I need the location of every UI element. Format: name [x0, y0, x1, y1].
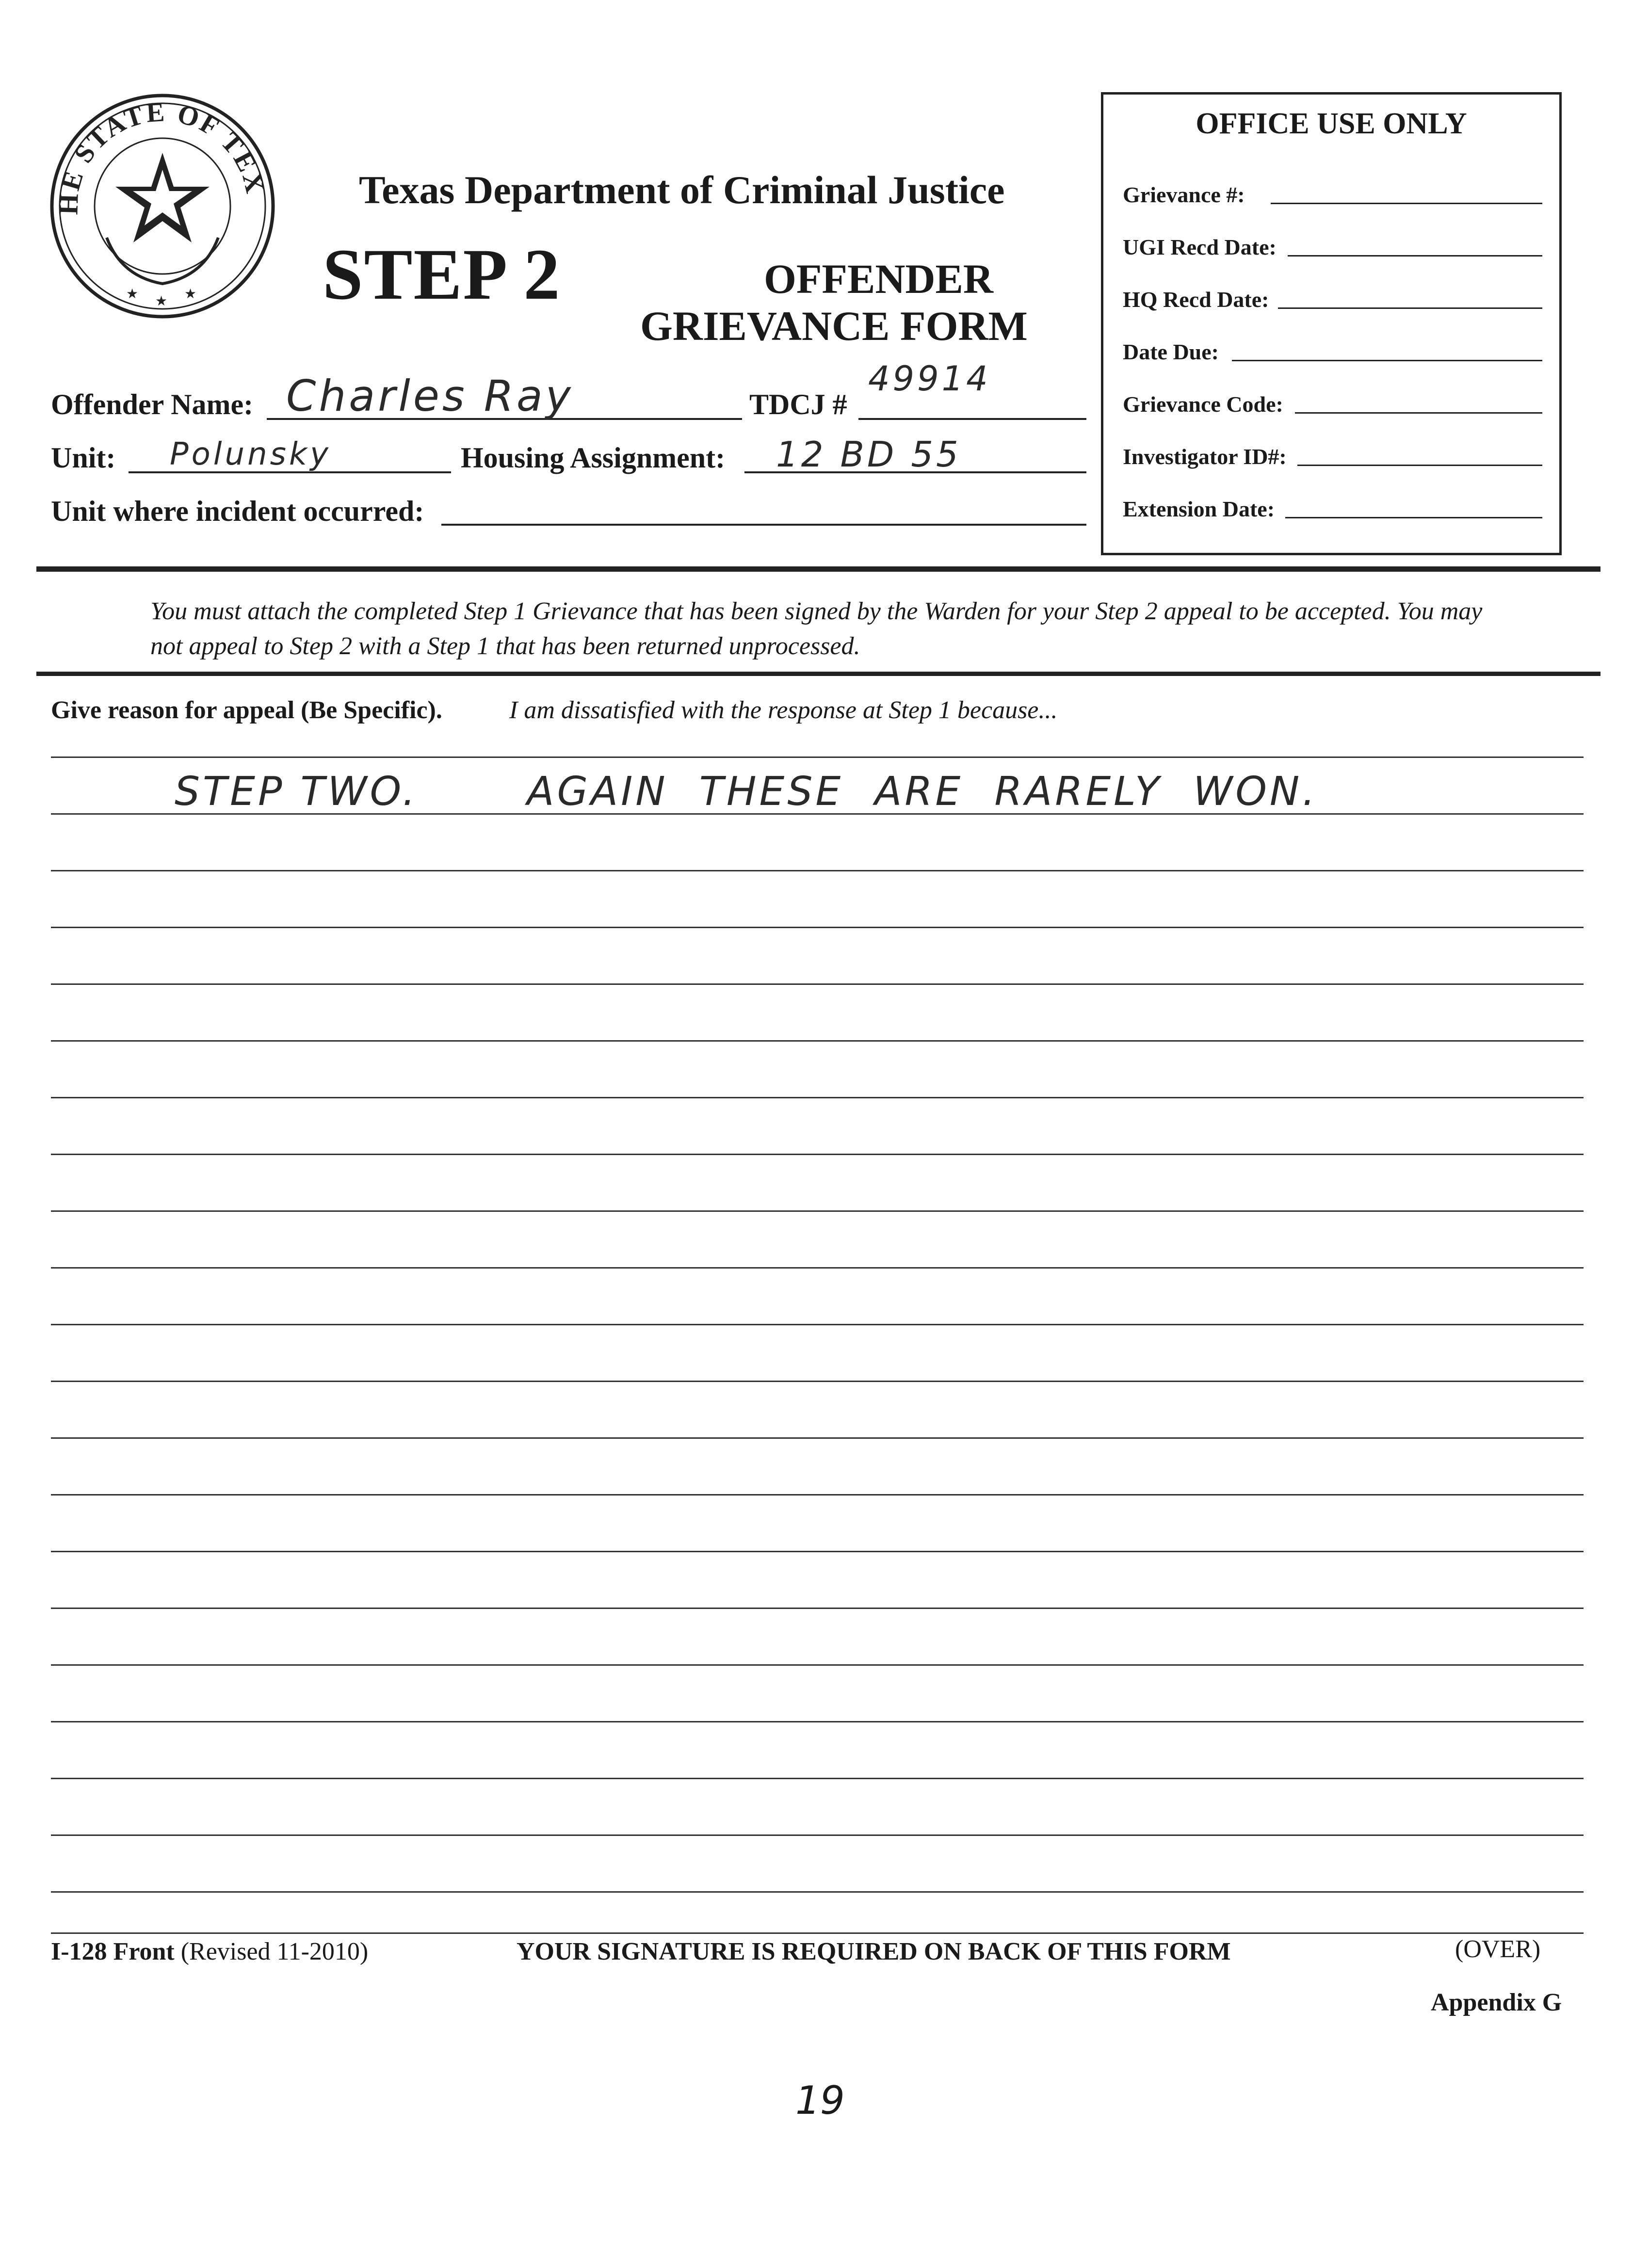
- office-ugi-recd-label: UGI Recd Date:: [1123, 235, 1277, 259]
- tdcj-label: TDCJ #: [749, 388, 847, 420]
- footer-rule: [51, 1932, 1584, 1934]
- office-grievance-code-label: Grievance Code:: [1123, 392, 1283, 417]
- tdcj-underline: [858, 418, 1086, 420]
- appeal-reason-prompt: I am dissatisfied with the response at Step 1 because...: [509, 696, 1058, 724]
- form-revised: (Revised 11-2010): [180, 1938, 369, 1965]
- offender-name-value[interactable]: Charles Ray: [286, 371, 574, 421]
- office-extension-date-line[interactable]: [1285, 517, 1542, 518]
- writing-line[interactable]: [51, 1267, 1584, 1269]
- writing-line[interactable]: [51, 756, 1584, 758]
- office-investigator-id-line[interactable]: [1297, 465, 1542, 466]
- signature-notice: YOUR SIGNATURE IS REQUIRED ON BACK OF THIS FORM: [517, 1938, 1231, 1965]
- svg-text:★: ★: [184, 287, 197, 302]
- writing-line[interactable]: [51, 1664, 1584, 1666]
- writing-line[interactable]: [51, 1040, 1584, 1042]
- incident-unit-underline: [441, 524, 1086, 526]
- seal-text: HE STATE OF TEX: [53, 97, 271, 215]
- incident-unit-label: Unit where incident occurred:: [51, 495, 424, 527]
- writing-line[interactable]: [51, 1778, 1584, 1779]
- svg-text:★: ★: [155, 294, 168, 309]
- office-use-box: [1101, 92, 1562, 555]
- form-title-line1: OFFENDER: [764, 256, 993, 302]
- office-hq-recd-line[interactable]: [1278, 307, 1542, 309]
- office-use-title: OFFICE USE ONLY: [1196, 107, 1467, 140]
- writing-line[interactable]: [51, 1608, 1584, 1609]
- writing-line[interactable]: [51, 1324, 1584, 1325]
- svg-text:★: ★: [126, 287, 139, 302]
- unit-value[interactable]: Polunsky: [170, 436, 331, 472]
- writing-line[interactable]: [51, 1721, 1584, 1722]
- appeal-handwritten-text[interactable]: STEP TWO. AGAIN THESE ARE RARELY WON.: [175, 769, 1318, 815]
- office-extension-date-label: Extension Date:: [1123, 497, 1275, 521]
- unit-label: Unit:: [51, 442, 116, 474]
- writing-line[interactable]: [51, 813, 1584, 815]
- writing-line[interactable]: [51, 1551, 1584, 1552]
- step-title: STEP 2: [323, 234, 561, 315]
- writing-line[interactable]: [51, 1381, 1584, 1382]
- office-grievance-code-line[interactable]: [1295, 412, 1542, 414]
- top-divider: [36, 566, 1600, 572]
- state-seal: [48, 92, 276, 320]
- writing-line[interactable]: [51, 927, 1584, 928]
- bottom-divider: [36, 672, 1600, 676]
- offender-name-label: Offender Name:: [51, 388, 254, 420]
- form-id-code: I-128 Front: [51, 1938, 175, 1965]
- appeal-reason-label: Give reason for appeal (Be Specific).: [51, 696, 442, 724]
- agency-title: Texas Department of Criminal Justice: [359, 168, 1005, 212]
- over-note: (OVER): [1455, 1935, 1541, 1963]
- office-grievance-number-line[interactable]: [1271, 203, 1542, 204]
- office-investigator-id-label: Investigator ID#:: [1123, 444, 1287, 469]
- writing-line[interactable]: [51, 1834, 1584, 1836]
- office-date-due-line[interactable]: [1232, 360, 1542, 361]
- office-hq-recd-label: HQ Recd Date:: [1123, 287, 1269, 312]
- office-grievance-number-label: Grievance #:: [1123, 182, 1245, 207]
- writing-line[interactable]: [51, 983, 1584, 985]
- writing-line[interactable]: [51, 1210, 1584, 1212]
- office-date-due-label: Date Due:: [1123, 339, 1219, 364]
- writing-line[interactable]: [51, 1494, 1584, 1496]
- page-number: 19: [795, 2078, 845, 2123]
- office-ugi-recd-line[interactable]: [1288, 255, 1542, 257]
- writing-line[interactable]: [51, 1437, 1584, 1439]
- writing-line[interactable]: [51, 1891, 1584, 1893]
- housing-label: Housing Assignment:: [461, 442, 726, 474]
- form-title-line2: GRIEVANCE FORM: [640, 303, 1028, 349]
- form-id: [51, 1937, 368, 1966]
- writing-line[interactable]: [51, 1154, 1584, 1155]
- tdcj-value[interactable]: 49914: [868, 359, 991, 399]
- housing-value[interactable]: 12 BD 55: [776, 434, 961, 475]
- appendix-label: Appendix G: [1431, 1989, 1562, 2016]
- writing-line[interactable]: [51, 870, 1584, 871]
- writing-line[interactable]: [51, 1097, 1584, 1098]
- instructions-text: You must attach the completed Step 1 Grievance that has been signed by the Warden for your Step 2 appeal to be accepted. You may not appeal to Step 2 with a Step 1 that has been returned unprocessed.: [150, 597, 1483, 660]
